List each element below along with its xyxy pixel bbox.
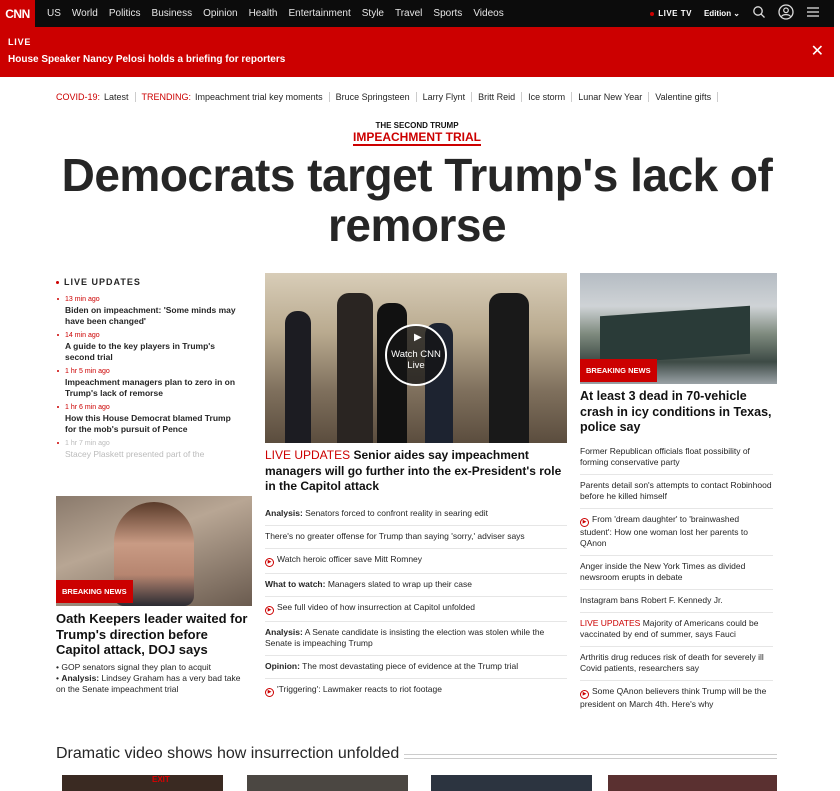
center-story-list	[265, 503, 567, 703]
figure	[489, 293, 529, 443]
section-title[interactable]: Dramatic video shows how insurrection unfolded	[56, 745, 400, 762]
play-icon: ▶	[580, 518, 589, 527]
trending-link-7[interactable]: Valentine gifts	[649, 92, 718, 102]
list-item[interactable]	[580, 444, 773, 475]
trending-link-1[interactable]	[136, 92, 330, 102]
update-time: 1 hr 5 min ago	[65, 368, 110, 375]
play-icon: ▶	[414, 332, 422, 343]
trending-link-4[interactable]: Britt Reid	[472, 92, 522, 102]
item-text: Watch heroic officer save Mitt Romney	[277, 554, 423, 564]
item-text: Parents detail son's attempts to contact Robinhood before he killed himself	[580, 480, 772, 501]
list-item[interactable]	[265, 549, 567, 574]
texas-crash-photo[interactable]	[580, 273, 777, 384]
nav-link-us[interactable]: US	[47, 8, 61, 19]
item-text: Former Republican officials float possibility of forming conservative party	[580, 446, 750, 467]
live-updates-label: LIVE UPDATES	[64, 277, 141, 287]
bullet-prefix: Analysis:	[61, 673, 100, 683]
item-text: There's no greater offense for Trump than saying 'sorry,' adviser says	[265, 531, 525, 541]
list-item[interactable]	[265, 656, 567, 679]
item-text: See full video of how insurrection at Capitol unfolded	[277, 602, 475, 612]
oath-keepers-photo[interactable]	[56, 496, 252, 606]
nav-link-business[interactable]: Business	[151, 8, 193, 19]
live-tv-label: LIVE TV	[658, 9, 692, 18]
video-thumbnail[interactable]	[608, 775, 777, 791]
nav-links	[47, 8, 515, 19]
item-text: Anger inside the New York Times as divided newsroom erupts in debate	[580, 561, 746, 582]
play-icon: ▶	[265, 688, 274, 697]
item-prefix: LIVE UPDATES	[580, 618, 641, 628]
video-thumbnail[interactable]	[62, 775, 223, 791]
nav-link-videos[interactable]: Videos	[473, 8, 504, 19]
kicker-bottom-text: IMPEACHMENT TRIAL	[353, 130, 481, 144]
banner-live-label: LIVE	[8, 37, 32, 47]
breaking-news-badge: BREAKING NEWS	[580, 359, 657, 382]
list-item[interactable]	[265, 574, 567, 597]
list-item[interactable]	[580, 478, 773, 509]
item-text: Managers slated to wrap up their case	[327, 579, 472, 589]
item-prefix: Analysis:	[265, 627, 303, 637]
nav-right	[650, 4, 834, 23]
list-item[interactable]: • GOP senators signal they plan to acquit	[56, 662, 211, 672]
nav-link-style[interactable]: Style	[361, 8, 384, 19]
list-item[interactable]	[580, 616, 773, 647]
left-story-headline[interactable]: Oath Keepers leader waited for Trump's direction before Capitol attack, DOJ says	[56, 611, 248, 657]
update-time: 1 hr 6 min ago	[65, 404, 110, 411]
update-time: 14 min ago	[65, 332, 100, 339]
top-nav	[0, 0, 834, 27]
exit-sign: EXIT	[152, 775, 170, 784]
banner-headline[interactable]: House Speaker Nancy Pelosi holds a briefing for reporters	[8, 54, 286, 65]
list-item[interactable]	[265, 679, 567, 703]
list-item[interactable]	[265, 597, 567, 622]
bullet-text: GOP senators signal they plan to acquit	[61, 662, 211, 672]
list-item[interactable]	[56, 403, 236, 435]
live-updates-title[interactable]	[56, 277, 141, 287]
video-label: Watch CNN Live	[391, 349, 441, 371]
play-icon: ▶	[265, 558, 274, 567]
edition-dropdown[interactable]: Edition ⌄	[703, 9, 740, 18]
list-item[interactable]	[265, 526, 567, 549]
update-time: 1 hr 7 min ago	[65, 440, 110, 447]
play-icon: ▶	[265, 606, 274, 615]
list-item[interactable]	[56, 331, 236, 363]
trending-link-3[interactable]: Larry Flynt	[417, 92, 473, 102]
item-text: Instagram bans Robert F. Kennedy Jr.	[580, 595, 723, 605]
list-item[interactable]	[265, 622, 567, 656]
nav-link-entertainment[interactable]: Entertainment	[288, 8, 351, 19]
trending-bar	[56, 92, 786, 102]
list-item[interactable]	[580, 559, 773, 590]
left-story-bullets	[56, 662, 252, 695]
covid-label: COVID-19:	[56, 92, 101, 102]
account-icon[interactable]	[778, 4, 794, 23]
nav-link-opinion[interactable]: Opinion	[203, 8, 238, 19]
item-prefix: What to watch:	[265, 579, 326, 589]
list-item[interactable]	[56, 295, 236, 327]
live-updates-list	[56, 295, 236, 464]
nav-link-health[interactable]: Health	[248, 8, 278, 19]
live-banner[interactable]	[0, 27, 834, 77]
hero-headline[interactable]: Democrats target Trump's lack of remorse	[61, 149, 773, 251]
item-text: 'Triggering': Lawmaker reacts to riot footage	[277, 684, 442, 694]
trending-link-2[interactable]: Bruce Springsteen	[330, 92, 417, 102]
item-text: Majority of Americans could be vaccinated by end of summer, says Fauci	[580, 618, 759, 639]
update-time: 13 min ago	[65, 296, 100, 303]
center-story-headline[interactable]	[265, 448, 567, 495]
covid-link[interactable]	[56, 92, 136, 102]
right-story-list	[580, 444, 773, 719]
list-item[interactable]	[265, 503, 567, 526]
play-button[interactable]	[385, 324, 447, 386]
live-tv-link[interactable]	[650, 9, 692, 18]
right-story-headline[interactable]: At least 3 dead in 70-vehicle crash in icy conditions in Texas, police say	[580, 389, 772, 434]
live-updates-tag: LIVE UPDATES	[265, 448, 351, 462]
headline-text: Senior aides say impeachment managers will go further into the ex-President's role in the Capitol attack	[265, 448, 562, 493]
wreckage-shape	[600, 306, 750, 364]
list-item[interactable]	[56, 439, 236, 460]
video-thumbnail[interactable]	[431, 775, 592, 791]
item-prefix: Analysis:	[265, 508, 303, 518]
item-text: The most devastating piece of evidence at the Trump trial	[302, 661, 519, 671]
list-item[interactable]	[580, 593, 773, 613]
trending-link-6[interactable]: Lunar New Year	[572, 92, 649, 102]
video-thumbnail[interactable]	[247, 775, 408, 791]
item-text: A Senate candidate is insisting the election was stolen while the Senate is impeaching Trump	[265, 627, 545, 648]
update-text: Impeachment managers plan to zero in on Trump's lack of remorse	[65, 377, 236, 398]
list-item[interactable]	[580, 650, 773, 681]
list-item[interactable]: • Analysis: Lindsey Graham has a very bad take on the Senate impeachment trial	[56, 673, 241, 694]
list-item[interactable]	[580, 684, 773, 716]
update-text: Stacey Plaskett presented part of the	[65, 449, 205, 459]
list-item[interactable]	[580, 512, 773, 556]
item-text: Senators forced to confront reality in searing edit	[305, 508, 489, 518]
cnn-logo[interactable]: CNN	[0, 0, 35, 27]
nav-link-world[interactable]: World	[71, 8, 98, 19]
figure	[337, 293, 373, 443]
nav-link-travel[interactable]: Travel	[394, 8, 423, 19]
nav-link-politics[interactable]: Politics	[108, 8, 141, 19]
item-prefix: Opinion:	[265, 661, 300, 671]
close-icon[interactable]: ✕	[810, 43, 824, 60]
bullet-text: Lindsey Graham has a very bad take on the Senate impeachment trial	[56, 673, 241, 694]
list-item[interactable]	[56, 367, 236, 399]
kicker-bottom[interactable]	[0, 130, 834, 144]
trending-item-1: Impeachment trial key moments	[195, 92, 323, 102]
capitol-video-thumbnail[interactable]	[265, 273, 567, 443]
trending-link-5[interactable]: Ice storm	[522, 92, 572, 102]
update-text: Biden on impeachment: 'Some minds may have been changed'	[65, 305, 236, 326]
figure	[285, 311, 311, 443]
nav-link-sports[interactable]: Sports	[433, 8, 463, 19]
menu-icon[interactable]	[806, 6, 820, 21]
section-divider	[404, 754, 777, 759]
live-dot-icon	[650, 12, 654, 16]
update-text: How this House Democrat blamed Trump for the mob's pursuit of Pence	[65, 413, 231, 434]
breaking-news-badge: BREAKING NEWS	[56, 580, 133, 603]
live-dot-icon	[56, 281, 59, 284]
update-text: A guide to the key players in Trump's second trial	[65, 341, 216, 362]
trending-label: TRENDING:	[141, 92, 192, 102]
search-icon[interactable]	[752, 5, 766, 22]
item-text: From 'dream daughter' to 'brainwashed student': How one woman lost her parents to QAnon	[580, 514, 748, 548]
covid-item: Latest	[104, 92, 129, 102]
kicker-top: THE SECOND TRUMP	[375, 121, 459, 130]
play-icon: ▶	[580, 690, 589, 699]
item-text: Arthritis drug reduces risk of death for severely ill Covid patients, researchers say	[580, 652, 764, 673]
item-text: Some QAnon believers think Trump will be the president on March 4th. Here's why	[580, 686, 767, 709]
